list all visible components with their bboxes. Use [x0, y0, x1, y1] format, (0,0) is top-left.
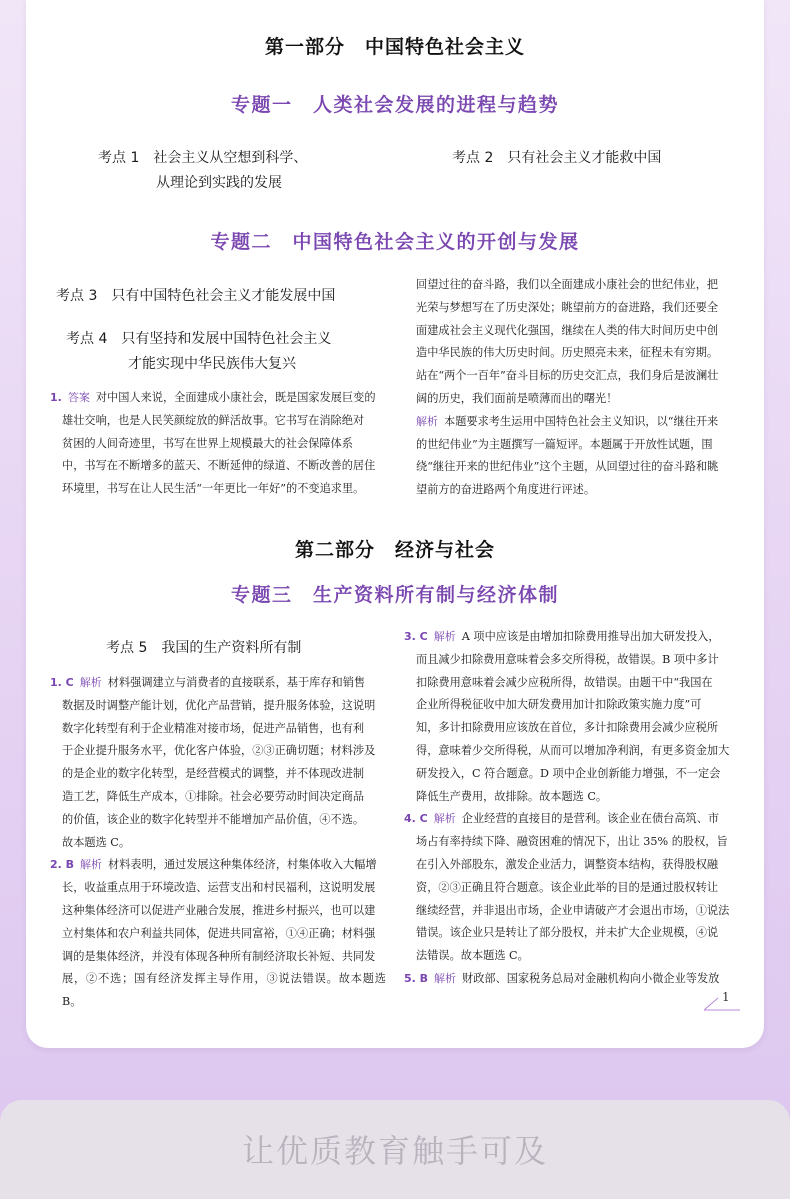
- answer-item: [50, 672, 386, 854]
- text-line: 降低生产费用，故排除。故本题选 C。: [416, 789, 608, 803]
- text-line: 展，②不选；国有经济发挥主导作用，③说法错误。故本题选 B。: [62, 972, 386, 1009]
- text-line: 环境里，书写在让人民生活“一年更比一年好”的不变追求里。: [62, 482, 365, 496]
- answer-number: 4. C: [404, 812, 428, 826]
- text-line: 错误。该企业只是转让了部分股权，并未扩大企业规模，④说: [416, 926, 719, 940]
- kaodian-1-line2: 从理论到实践的发展: [156, 175, 282, 191]
- text-line: 的价值，该企业的数字化转型并不能增加产品价值，④不选。: [62, 812, 365, 826]
- text-line: 数字化转型有利于企业精准对接市场，促进产品销售，也有利: [62, 721, 365, 735]
- text-line: 数据及时调整产能计划，优化产品营销，提升服务体验，这说明: [62, 698, 376, 712]
- footer-banner: [0, 1100, 790, 1199]
- text-line: 企业所得税征收中加大研发费用加计扣除政策实施力度”可: [416, 698, 702, 712]
- answer-item: [404, 968, 756, 991]
- answer-1: [50, 387, 386, 501]
- topic1-title: 专题一 人类社会发展的进程与趋势: [230, 94, 559, 116]
- answer-item: [50, 854, 386, 1014]
- answer-number: 1. C: [50, 676, 74, 689]
- kaodian-5-label: 考点 5: [106, 640, 148, 656]
- part1-title: 第一部分 中国特色社会主义: [264, 36, 525, 58]
- kaodian-2-label: 考点 2: [452, 150, 494, 166]
- text-line: 继续经营，并非退出市场，企业申请破产才会退出市场，①说法: [416, 903, 730, 917]
- analysis-tag: 解析: [416, 414, 438, 428]
- text-line: 的世纪伟业”为主题撰写一篇短评。本题属于开放性试题，围: [416, 437, 713, 451]
- text-line: 法错误。故本题选 C。: [416, 949, 529, 963]
- text-line: 知，多计扣除费用应该放在首位，多计扣除费用会减少应税所: [416, 721, 719, 735]
- text-line: 绕“继往开来的世纪伟业”这个主题，从回望过往的奋斗路和眺: [416, 460, 719, 474]
- part2-title: 第二部分 经济与社会: [294, 539, 495, 561]
- text-line: 材料强调建立与消费者的直接联系，基于库存和销售: [107, 676, 366, 689]
- kaodian-1-label: 考点 1: [98, 150, 140, 166]
- answer-1-continued: [416, 274, 756, 502]
- text-line: 光荣与梦想写在了历史深处；眺望前方的奋进路，我们还要全: [416, 300, 719, 314]
- kaodian-4-line2: 才能实现中华民族伟大复兴: [128, 356, 296, 372]
- text-line: A 项中应该是由增加扣除费用推导出加大研发投入，: [461, 630, 720, 643]
- text-line: 企业经营的直接目的是营利。该企业在债台高筑、市: [461, 812, 720, 826]
- text-line: 得，意味着少交所得税，从而可以增加净利润，有更多资金加大: [416, 743, 730, 757]
- kaodian-4-line1: 只有坚持和发展中国特色社会主义: [121, 331, 332, 347]
- analysis-tag: 解析: [433, 630, 456, 643]
- kaodian-1-line1: 社会主义从空想到科学、: [153, 150, 308, 166]
- kaodian-3-label: 考点 3: [56, 288, 98, 304]
- text-line: 财政部、国家税务总局对金融机构向小微企业等发放: [462, 971, 720, 985]
- footer-slogan: 让优质教育触手可及: [241, 1132, 548, 1170]
- text-line: 这种集体经济可以促进产业融合发展，推进乡村振兴，也可以建: [62, 903, 376, 917]
- text-line: 造工艺，降低生产成本，①排除。社会必要劳动时间决定商品: [62, 789, 365, 803]
- answer-1-number: 1.: [50, 391, 62, 404]
- text-line: 扣除费用意味着会减少应税所得，故错误。由题干中“我国在: [416, 675, 713, 689]
- answer-number: 3. C: [404, 630, 428, 643]
- analysis-tag: 解析: [79, 676, 102, 689]
- text-line: 于企业提升服务水平，优化客户体验，②③正确切题；材料涉及: [62, 744, 376, 758]
- answer-number: 2. B: [50, 858, 75, 872]
- topic2-title: 专题二 中国特色社会主义的开创与发展: [210, 231, 580, 253]
- text-line: 资，②③正确且符合题意。该企业此举的目的是通过股权转让: [416, 880, 719, 894]
- kaodian-4-label: 考点 4: [66, 331, 108, 347]
- text-line: 雄壮交响，也是人民笑颜绽放的鲜活故事。它书写在消除绝对: [62, 413, 365, 427]
- kaodian-1: [98, 146, 307, 196]
- analysis-tag: 解析: [434, 971, 457, 985]
- kaodian-5-text: 我国的生产资料所有制: [161, 640, 302, 656]
- page-card: [26, 0, 764, 1048]
- kaodian-2-text: 只有社会主义才能救中国: [507, 150, 662, 166]
- text-line: 对中国人来说，全面建成小康社会，既是国家发展巨变的: [95, 391, 376, 404]
- text-line: 而且减少扣除费用意味着会多交所得税，故错误。B 项中多计: [416, 652, 719, 666]
- text-line: 望前方的奋进路两个角度进行评述。: [416, 483, 596, 497]
- kaodian-4: [66, 327, 331, 377]
- text-line: 面建成社会主义现代化强国，继续在人类的伟大时间历史中创: [416, 323, 719, 337]
- kaodian-2: [452, 146, 661, 171]
- kaodian-3: [56, 284, 335, 309]
- text-line: 研发投入，C 符合题意。D 项中企业创新能力增强，不一定会: [416, 766, 721, 780]
- analysis-tag: 解析: [80, 858, 103, 872]
- kaodian-5: [106, 636, 301, 661]
- text-line: 立村集体和农户利益共同体，促进共同富裕，①④正确；材料强: [62, 926, 376, 940]
- text-line: 调的是集体经济，并没有体现各种所有制经济取长补短、共同发: [62, 949, 376, 963]
- text-line: 的是企业的数字化转型，是经营模式的调整，并不体现改进制: [62, 767, 365, 781]
- answer-number: 5. B: [404, 971, 429, 985]
- text-line: 中，书写在不断增多的蓝天、不断延伸的绿道、不断改善的居住: [62, 459, 376, 473]
- right-answers: [404, 626, 756, 991]
- text-line: 故本题选 C。: [62, 835, 131, 849]
- text-line: 场占有率持续下降、融资困难的情况下，出让 35% 的股权，旨: [416, 835, 728, 849]
- analysis-tag: 解析: [433, 812, 456, 826]
- text-line: 造中华民族的伟大历史时间。历史照亮未来，征程未有穷期。: [416, 346, 719, 360]
- kaodian-3-text: 只有中国特色社会主义才能发展中国: [111, 288, 336, 304]
- text-line: 阔的历史，我们面前是喷薄而出的曙光！: [416, 391, 618, 405]
- text-line: 贫困的人间奇迹里，书写在世界上规模最大的社会保障体系: [62, 436, 353, 450]
- text-line: 材料表明，通过发展这种集体经济，村集体收入大幅增: [108, 858, 377, 872]
- text-line: 在引入外部股东，激发企业活力，调整资本结构，获得股权融: [416, 857, 719, 871]
- topic3-title: 专题三 生产资料所有制与经济体制: [230, 584, 559, 606]
- page-number: 1: [722, 990, 730, 1004]
- answer-1-tag: 答案: [67, 391, 90, 404]
- text-line: 本题要求考生运用中国特色社会主义知识，以“继往开来: [444, 414, 719, 428]
- text-line: 回望过往的奋斗路，我们以全面建成小康社会的世纪伟业，把: [416, 278, 719, 291]
- text-line: 长，收益重点用于环境改造、运营支出和村民福利，这说明发展: [62, 881, 376, 895]
- text-line: 站在“两个一百年”奋斗目标的历史交汇点，我们身后是波澜壮: [416, 369, 719, 383]
- answer-item: [404, 808, 756, 968]
- left-answers: [50, 672, 386, 1014]
- answer-item: [404, 626, 756, 808]
- page-number-block: [702, 990, 742, 1012]
